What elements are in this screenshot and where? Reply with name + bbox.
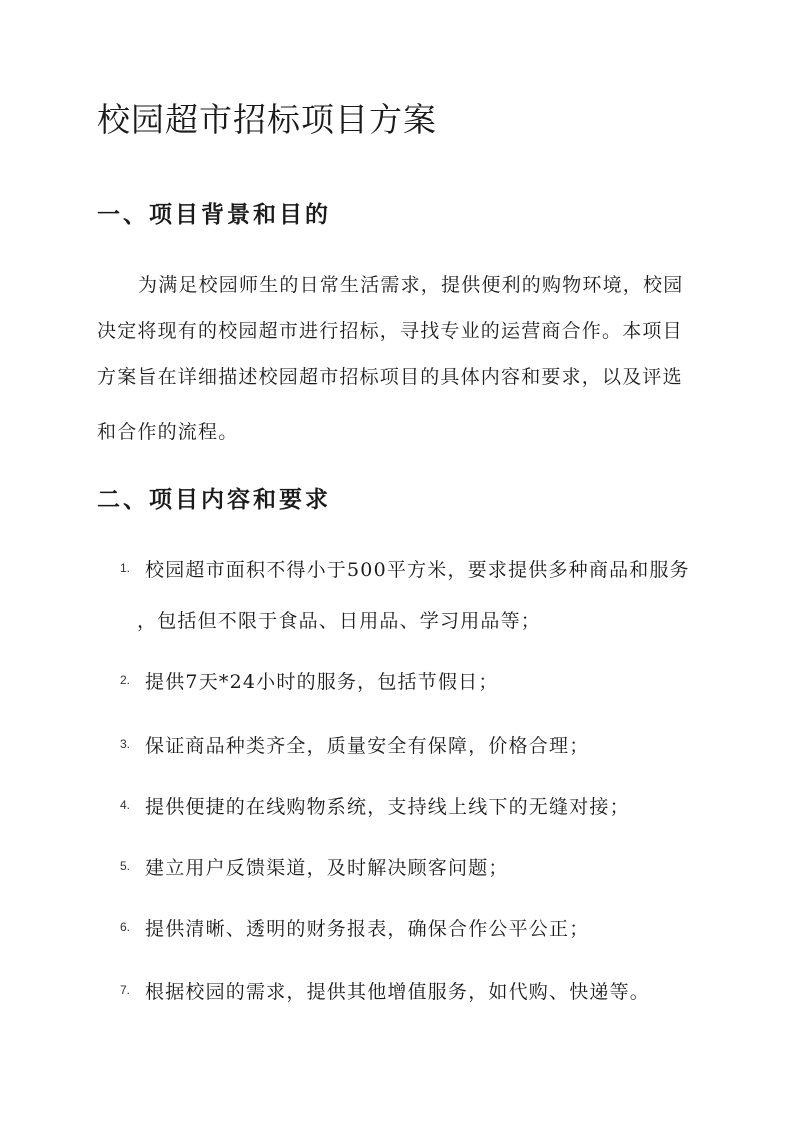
list-item-text: 校园超市面积不得小于500平方米，要求提供多种商品和服务: [145, 559, 690, 581]
paragraph-line: 为满足校园师生的日常生活需求，提供便利的购物环境，校园: [138, 274, 684, 296]
document-title: 校园超市招标项目方案: [97, 100, 437, 139]
section-heading-background: 一、项目背景和目的: [97, 201, 331, 228]
section-heading-requirements: 二、项目内容和要求: [97, 486, 331, 513]
list-item-text: 根据校园的需求，提供其他增值服务，如代购、快递等。: [145, 981, 651, 1003]
paragraph-line: 和合作的流程。: [97, 421, 239, 443]
list-number: 7.: [120, 983, 131, 997]
paragraph-line: 决定将现有的校园超市进行招标，寻找专业的运营商合作。本项目: [97, 320, 683, 342]
list-item-text: 提供7天*24小时的服务，包括节假日；: [145, 671, 499, 693]
list-number: 3.: [120, 737, 131, 751]
list-item-text: 建立用户反馈渠道，及时解决顾客问题；: [145, 857, 509, 879]
list-item-text: 提供清晰、透明的财务报表，确保合作公平公正；: [145, 918, 590, 940]
list-item-text: 提供便捷的在线购物系统，支持线上线下的无缝对接；: [145, 796, 630, 818]
list-item-text: 保证商品种类齐全，质量安全有保障，价格合理；: [145, 735, 590, 757]
list-item-text: ，包括但不限于食品、日用品、学习用品等；: [137, 610, 542, 632]
list-number: 2.: [120, 673, 131, 687]
paragraph-line: 方案旨在详细描述校园超市招标项目的具体内容和要求，以及评选: [97, 366, 683, 388]
list-number: 5.: [120, 859, 131, 873]
list-number: 6.: [120, 920, 131, 934]
list-number: 4.: [120, 798, 131, 812]
list-number: 1.: [120, 561, 131, 575]
